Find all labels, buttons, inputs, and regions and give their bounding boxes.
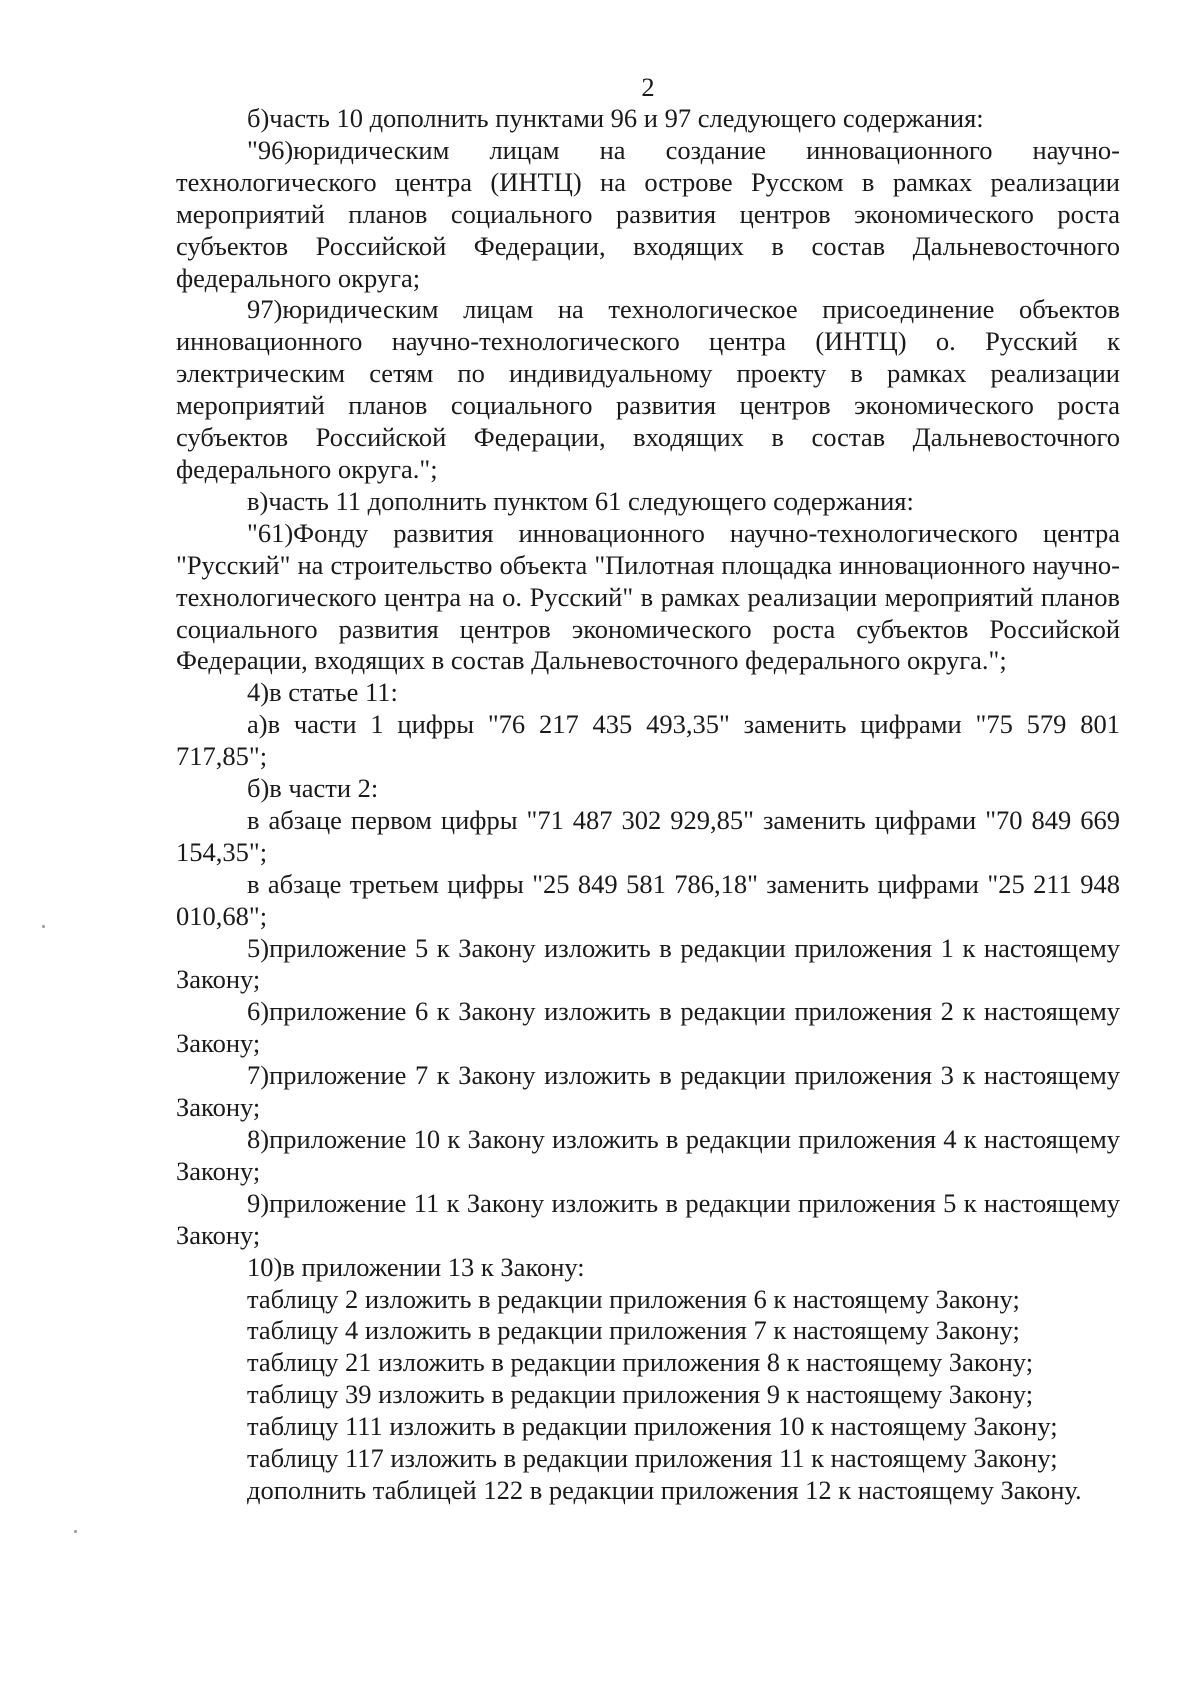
paragraph: 8)приложение 10 к Закону изложить в редакции приложения 4 к настоящему Закону; <box>176 1124 1120 1186</box>
paragraph: таблицу 111 изложить в редакции приложения 10 к настоящему Закону; <box>247 1411 1058 1442</box>
paragraph: таблицу 39 изложить в редакции приложения 9 к настоящему Закону; <box>247 1379 1034 1410</box>
paragraph: "61)Фонду развития инновационного научно-технологического центра "Русский" на строительство объекта "Пилотная площадка инновационного научно-технологического центра на о. Русский" в рамках реализации мероприятий планов социального развития центров экономического роста субъектов Российской Федерации, входящих в состав Дальневосточного федерального округа."; <box>176 517 1120 676</box>
scan-artifact-dot <box>42 925 45 928</box>
paragraph: в)часть 11 дополнить пунктом 61 следующего содержания: <box>247 485 914 516</box>
page-number: 2 <box>641 72 655 102</box>
paragraph: а)в части 1 цифры "76 217 435 493,35" заменить цифрами "75 579 801 717,85"; <box>176 709 1120 772</box>
paragraph: 7)приложение 7 к Закону изложить в редакции приложения 3 к настоящему Закону; <box>176 1060 1120 1123</box>
document-body <box>176 103 1120 1507</box>
paragraph: в абзаце третьем цифры "25 849 581 786,18" заменить цифрами "25 211 948 010,68"; <box>176 868 1120 931</box>
paragraph: 97)юридическим лицам на технологическое присоединение объектов инновационного научно-технологического центра (ИНТЦ) о. Русский к электрическим сетям по индивидуальному проекту в рамках реализации мероприятий планов социального развития центров экономического роста субъектов Российской Федерации, входящих в состав Дальневосточного федерального округа."; <box>176 294 1120 484</box>
document-page <box>176 72 1120 1507</box>
paragraph: таблицу 117 изложить в редакции приложения 11 к настоящему Закону; <box>247 1443 1058 1474</box>
paragraph: в абзаце первом цифры "71 487 302 929,85" заменить цифрами "70 849 669 154,35"; <box>176 804 1120 867</box>
paragraph: 4)в статье 11: <box>247 677 398 708</box>
paragraph: б)часть 10 дополнить пунктами 96 и 97 следующего содержания: <box>247 103 984 133</box>
paragraph: таблицу 4 изложить в редакции приложения 7 к настоящему Закону; <box>247 1315 1020 1346</box>
scan-artifact-dot <box>74 1530 77 1533</box>
paragraph: 5)приложение 5 к Закону изложить в редакции приложения 1 к настоящему Закону; <box>176 932 1120 995</box>
paragraph: б)в части 2: <box>247 773 379 804</box>
paragraph: 10)в приложении 13 к Закону: <box>247 1251 585 1282</box>
paragraph: 6)приложение 6 к Закону изложить в редакции приложения 2 к настоящему Закону; <box>176 996 1120 1059</box>
paragraph: дополнить таблицей 122 в редакции приложения 12 к настоящему Закону. <box>247 1474 1082 1505</box>
paragraph: "96)юридическим лицам на создание инновационного научно-технологического центра (ИНТЦ) на острове Русском в рамках реализации мероприятий планов социального развития центров экономического роста субъектов Российской Федерации, входящих в состав Дальневосточного федерального округа; <box>176 134 1120 293</box>
paragraph: таблицу 2 изложить в редакции приложения 6 к настоящему Закону; <box>247 1283 1020 1314</box>
paragraph: 9)приложение 11 к Закону изложить в редакции приложения 5 к настоящему Закону; <box>176 1187 1120 1250</box>
paragraph: таблицу 21 изложить в редакции приложения 8 к настоящему Закону; <box>247 1347 1034 1378</box>
